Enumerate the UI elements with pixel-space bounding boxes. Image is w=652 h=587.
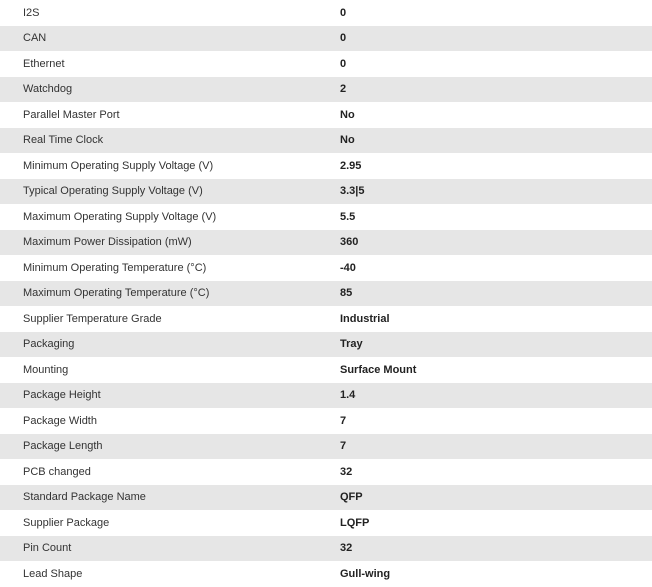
spec-value: Tray — [317, 332, 652, 358]
spec-row-ethernet — [0, 51, 652, 77]
spec-label: Minimum Operating Temperature (°C) — [0, 255, 317, 281]
spec-label: Packaging — [0, 332, 317, 358]
spec-row-lead-shape — [0, 561, 652, 587]
spec-label: Supplier Package — [0, 510, 317, 536]
spec-value: 2.95 — [317, 153, 652, 179]
spec-label: Mounting — [0, 357, 317, 383]
spec-row-pcb-changed — [0, 459, 652, 485]
spec-row-pin-count — [0, 536, 652, 562]
spec-label: Real Time Clock — [0, 128, 317, 154]
spec-value: No — [317, 128, 652, 154]
spec-label: Pin Count — [0, 536, 317, 562]
spec-label: Package Width — [0, 408, 317, 434]
spec-row-package-height — [0, 383, 652, 409]
spec-value: 0 — [317, 26, 652, 52]
spec-label: Parallel Master Port — [0, 102, 317, 128]
spec-value: 85 — [317, 281, 652, 307]
spec-value: 0 — [317, 0, 652, 26]
spec-value: Industrial — [317, 306, 652, 332]
spec-row-packaging — [0, 332, 652, 358]
spec-value: LQFP — [317, 510, 652, 536]
spec-row-standard-package-name — [0, 485, 652, 511]
spec-label: Typical Operating Supply Voltage (V) — [0, 179, 317, 205]
spec-value: 2 — [317, 77, 652, 103]
spec-label: Package Length — [0, 434, 317, 460]
spec-value: 32 — [317, 536, 652, 562]
spec-label: Ethernet — [0, 51, 317, 77]
spec-row-mounting — [0, 357, 652, 383]
spec-value: 32 — [317, 459, 652, 485]
spec-row-can — [0, 26, 652, 52]
spec-label: Standard Package Name — [0, 485, 317, 511]
spec-value: 3.3|5 — [317, 179, 652, 205]
spec-label: Lead Shape — [0, 561, 317, 587]
spec-row-parallel-master-port — [0, 102, 652, 128]
spec-value: Surface Mount — [317, 357, 652, 383]
spec-value: 5.5 — [317, 204, 652, 230]
spec-row-min-supply-voltage — [0, 153, 652, 179]
spec-label: CAN — [0, 26, 317, 52]
spec-value: 7 — [317, 408, 652, 434]
spec-label: I2S — [0, 0, 317, 26]
spec-row-max-supply-voltage — [0, 204, 652, 230]
spec-label: Minimum Operating Supply Voltage (V) — [0, 153, 317, 179]
spec-row-package-length — [0, 434, 652, 460]
spec-value: -40 — [317, 255, 652, 281]
spec-label: PCB changed — [0, 459, 317, 485]
spec-label: Maximum Operating Temperature (°C) — [0, 281, 317, 307]
spec-row-min-operating-temp — [0, 255, 652, 281]
spec-row-temperature-grade — [0, 306, 652, 332]
spec-label: Watchdog — [0, 77, 317, 103]
spec-label: Maximum Operating Supply Voltage (V) — [0, 204, 317, 230]
spec-value: Gull-wing — [317, 561, 652, 587]
spec-row-package-width — [0, 408, 652, 434]
spec-row-i2s — [0, 0, 652, 26]
spec-value: 7 — [317, 434, 652, 460]
spec-value: No — [317, 102, 652, 128]
spec-row-supplier-package — [0, 510, 652, 536]
spec-value: 0 — [317, 51, 652, 77]
spec-row-real-time-clock — [0, 128, 652, 154]
spec-row-watchdog — [0, 77, 652, 103]
spec-value: QFP — [317, 485, 652, 511]
spec-row-typ-supply-voltage — [0, 179, 652, 205]
spec-label: Package Height — [0, 383, 317, 409]
spec-row-max-power-dissipation — [0, 230, 652, 256]
spec-value: 1.4 — [317, 383, 652, 409]
spec-value: 360 — [317, 230, 652, 256]
spec-row-max-operating-temp — [0, 281, 652, 307]
spec-label: Maximum Power Dissipation (mW) — [0, 230, 317, 256]
spec-label: Supplier Temperature Grade — [0, 306, 317, 332]
